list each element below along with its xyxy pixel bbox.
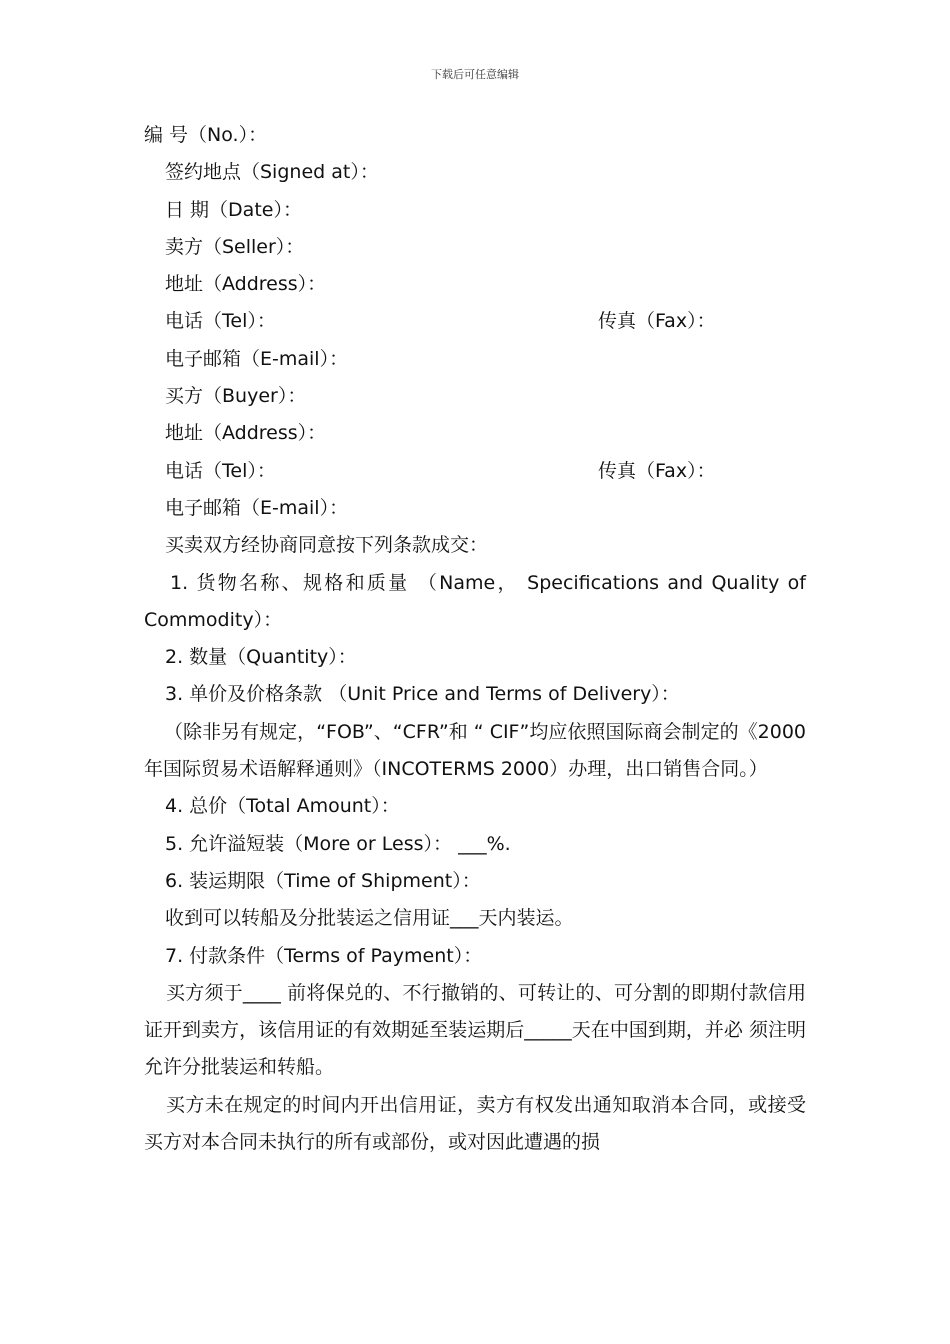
clause-1-heading: 1. 货物名称、规格和质量 （Name， Specifications and Quality of <box>170 571 806 594</box>
signed-at-field: 签约地点（Signed at）： <box>165 161 379 184</box>
date-field: 日 期（Date）： <box>165 198 302 221</box>
seller-field: 卖方（Seller）： <box>165 235 305 258</box>
clause-1-heading-cont: Commodity）： <box>144 608 283 631</box>
clause-2-heading: 2. 数量（Quantity）： <box>165 646 357 669</box>
seller-address-field: 地址（Address）： <box>165 273 327 296</box>
seller-tel-field: 电话（Tel）： <box>165 310 276 333</box>
seller-contact-row <box>144 303 806 340</box>
seller-email-field: 电子邮箱（E-mail）： <box>165 347 349 370</box>
contract-body <box>144 117 806 1161</box>
clause-4-heading: 4. 总价（Total Amount）： <box>165 795 400 818</box>
clause-3-note: （除非另有规定，“FOB”、“CFR”和 “ CIF”均应依照国际商会制定的《2000 年国际贸易术语解释通则》（INCOTERMS 2000）办理，出口销售合同。） <box>144 720 806 781</box>
clause-7-text-1: 买方须于____ 前将保兑的、不行撤销的、可转让的、可分割的即期付款信用证开到卖方，该信用证的有效期延至装运期后_____天在中国到期，并必 须注明允许分批装运和转船。 <box>144 981 806 1079</box>
buyer-tel-field: 电话（Tel）： <box>165 459 276 482</box>
buyer-field: 买方（Buyer）： <box>165 385 307 408</box>
page-header-note: 下载后可任意编辑 <box>431 68 519 81</box>
clause-3-heading: 3. 单价及价格条款 （Unit Price and Terms of Delivery）： <box>165 683 680 706</box>
clause-7-heading: 7. 付款条件（Terms of Payment）： <box>165 944 483 967</box>
buyer-address-field: 地址（Address）： <box>165 422 327 445</box>
buyer-contact-row <box>144 453 806 490</box>
seller-fax-field: 传真（Fax）： <box>598 310 716 333</box>
clause-7-text-2: 买方未在规定的时间内开出信用证，卖方有权发出通知取消本合同，或接受 买方对本合同未执行的所有或部份，或对因此遭遇的损 <box>144 1093 806 1154</box>
buyer-email-field: 电子邮箱（E-mail）： <box>165 496 349 519</box>
clause-5-heading: 5. 允许溢短装（More or Less）： ___%. <box>165 832 511 855</box>
clause-6-heading: 6. 装运期限（Time of Shipment）： <box>165 869 481 892</box>
buyer-fax-field: 传真（Fax）： <box>598 459 716 482</box>
contract-number-field: 编 号（No.）： <box>144 124 268 146</box>
intro-text: 买卖双方经协商同意按下列条款成交： <box>165 534 489 557</box>
clause-6-text: 收到可以转船及分批装运之信用证___天内装运。 <box>165 907 574 930</box>
